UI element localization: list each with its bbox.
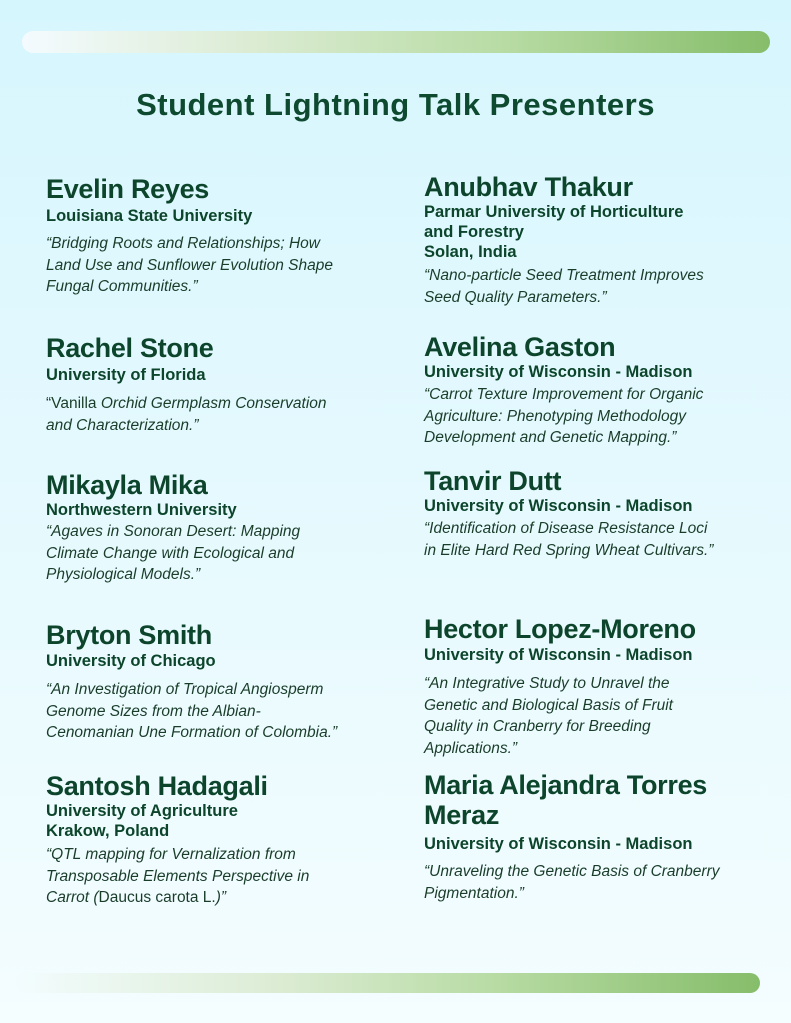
talk-title: “Identification of Disease Resistance Loci in Elite Hard Red Spring Wheat Cultivars.” — [424, 520, 714, 559]
presenter-avelina-gaston — [424, 332, 774, 449]
talk-title: “QTL mapping for Vernalization from Transposable Elements Perspective in Carrot (Daucus carota L.)” — [46, 846, 310, 906]
presenter-maria-alejandra-torres-meraz — [424, 770, 774, 904]
presenter-mikayla-mika — [46, 470, 386, 586]
presenter-name: Mikayla Mika — [46, 470, 208, 500]
talk-title: “Carrot Texture Improvement for Organic Agriculture: Phenotyping Methodology Development and Genetic Mapping.” — [424, 386, 704, 446]
presenter-name: Avelina Gaston — [424, 332, 616, 362]
page-title: Student Lightning Talk Presenters — [136, 87, 655, 122]
presenter-affiliation: University of Wisconsin - Madison — [424, 497, 693, 515]
bottom-decorative-bar — [14, 973, 760, 993]
presenter-affiliation: Northwestern University — [46, 501, 237, 519]
presenter-santosh-hadagali — [46, 771, 386, 909]
top-decorative-bar — [22, 31, 770, 53]
presenter-affiliation: University of Florida — [46, 366, 206, 384]
presenter-name: Anubhav Thakur — [424, 172, 633, 202]
presenter-name: Tanvir Dutt — [424, 466, 562, 496]
presenter-affiliation: Parmar University of Horticulture and Forestry Solan, India — [424, 203, 684, 261]
presenter-tanvir-dutt — [424, 466, 774, 561]
presenter-affiliation: Louisiana State University — [46, 207, 253, 225]
presenter-name: Santosh Hadagali — [46, 771, 268, 801]
presenter-hector-lopez-moreno — [424, 614, 774, 759]
talk-title: “Agaves in Sonoran Desert: Mapping Climate Change with Ecological and Physiological Models.” — [46, 523, 301, 583]
presenter-anubhav-thakur — [424, 172, 774, 308]
presenter-affiliation: University of Wisconsin - Madison — [424, 363, 693, 381]
presenter-name: Rachel Stone — [46, 333, 214, 363]
presenter-rachel-stone — [46, 333, 386, 436]
talk-title: “Unraveling the Genetic Basis of Cranberry Pigmentation.” — [424, 863, 720, 902]
talk-title: “An Investigation of Tropical Angiosperm Genome Sizes from the Albian- Cenomanian Une Formation of Colombia.” — [46, 681, 338, 741]
presenter-affiliation: University of Wisconsin - Madison — [424, 646, 693, 664]
presenter-name: Hector Lopez-Moreno — [424, 614, 696, 644]
talk-title: “Nano-particle Seed Treatment Improves Seed Quality Parameters.” — [424, 267, 704, 306]
presenter-name: Maria Alejandra Torres Meraz — [424, 770, 708, 830]
species-name: Daucus carota L. — [98, 889, 216, 906]
talk-title: “Vanilla Orchid Germplasm Conservation and Characterization.” — [46, 395, 327, 434]
presenter-affiliation: University of Chicago — [46, 652, 216, 670]
presenter-bryton-smith — [46, 620, 386, 744]
talk-title: “Bridging Roots and Relationships; How Land Use and Sunflower Evolution Shape Fungal Communities.” — [46, 235, 333, 295]
presenter-evelin-reyes — [46, 174, 386, 298]
presenter-name: Bryton Smith — [46, 620, 212, 650]
talk-title: “An Integrative Study to Unravel the Genetic and Biological Basis of Fruit Quality in Cranberry for Breeding Applications.” — [424, 675, 673, 757]
presenter-affiliation: University of Wisconsin - Madison — [424, 835, 693, 853]
presenter-affiliation: University of Agriculture Krakow, Poland — [46, 802, 238, 840]
presenter-name: Evelin Reyes — [46, 174, 210, 204]
